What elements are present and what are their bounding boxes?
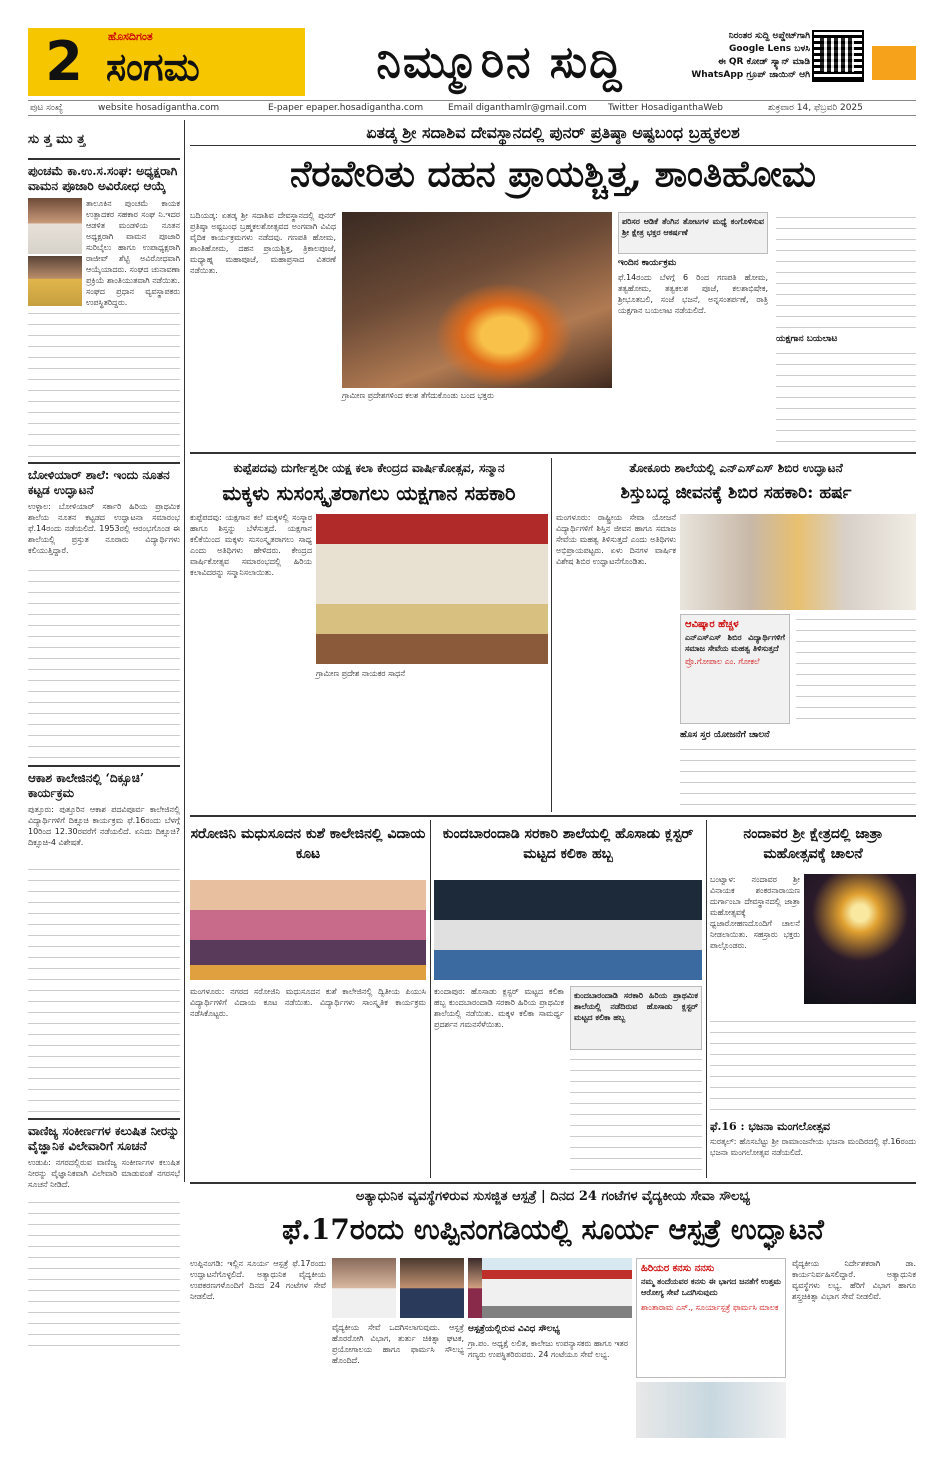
- qr-note-line: ಈ QR ಕೋಡ್ ಸ್ಕ್ಯಾನ್ ಮಾಡಿ: [717, 57, 810, 67]
- callout-text: ಕುಂದಬಾರಂದಾಡಿ ಸರಕಾರಿ ಹಿರಿಯ ಪ್ರಾಥಮಿಕ ಶಾಲೆಯಲ್ಲಿ ನಡೆದಿರುವ ಹೊಸಾಡು ಕ್ಲಸ್ಟರ್ ಮಟ್ಟದ ಕಲಿಕಾ ಹಬ್ಬ: [574, 991, 698, 1022]
- qr-code[interactable]: [812, 30, 864, 82]
- lead-callout: [618, 212, 768, 254]
- lead-body-right-cont: [776, 348, 916, 446]
- portrait-photo: [332, 1258, 396, 1318]
- page-label: ಪುಟ ಸಂಖ್ಯೆ: [30, 103, 63, 113]
- story-body-3: ಗ್ರಾ.ಪಂ. ಅಧ್ಯಕ್ಷೆ ಲಲಿತ, ಕಾಲೇಜು ಉಪನ್ಯಾಸಕರು ಹಾಗೂ ಇತರ ಗಣ್ಯರು ಉಪಸ್ಥಿತರಿರುವರು. 24 ಗಂಟೆಯೂ ಸೇವೆ ಲಭ್ಯ.: [468, 1339, 628, 1359]
- qr-note-line: Google Lens ಬಳಸಿ: [728, 44, 810, 54]
- story-body: ಉಡುಪಿ: ನಗರದಲ್ಲಿರುವ ವಾಣಿಜ್ಯ ಸಂಕೀರ್ಣಗಳ ಕಲುಷಿತ ನೀರನ್ನು ವೈಜ್ಞಾನಿಕವಾಗಿ ವಿಲೇವಾರಿ ಮಾಡುವಂತೆ ನಗರಸಭೆ ಸೂಚನೆ ನೀಡಿದೆ.: [28, 1158, 180, 1189]
- lead-subhead-2: ಯಕ್ಷಗಾನ ಬಯಲಾಟ: [776, 334, 838, 344]
- story-headline: ಕುಂದಬಾರಂದಾಡಿ ಸರಕಾರಿ ಶಾಲೆಯಲ್ಲಿ ಹೊಸಾಡು ಕ್ಲಸ್ಟರ್ ಮಟ್ಟದ ಕಲಿಕಾ ಹಬ್ಬ: [442, 826, 694, 862]
- hospital-photo: [482, 1258, 632, 1318]
- callout-title: ಆವಿಷ್ಕಾರ ಹೆಚ್ಚಳ: [685, 619, 739, 630]
- divider: [28, 462, 180, 464]
- section-divider: [190, 815, 916, 817]
- callout-name: ಪ್ರೊ.ಗೋಪಾಲ ಎಂ. ಗೋಕಲೆ: [685, 657, 760, 666]
- story-hospital: [190, 1186, 916, 1440]
- story-body: ಮಂಗಳೂರು: ರಾಷ್ಟ್ರೀಯ ಸೇವಾ ಯೋಜನೆ ವಿದ್ಯಾರ್ಥಿಗಳಿಗೆ ಶಿಸ್ತಿನ ಜೀವನ ಹಾಗೂ ಸಮಾಜ ಸೇವೆಯ ಮಹತ್ವ ತಿಳಿಸುತ್ತದೆ ಎಂದು ಅತಿಥಿಗಳು ಅಭಿಪ್ರಾಯಪಟ್ಟರು. ಏಳು ದಿನಗಳ ವಾರ್ಷಿಕ ವಿಶೇಷ ಶಿಬಿರ ಉದ್ಘಾಟನೆಗೊಂಡಿತು.: [556, 513, 676, 566]
- website-link[interactable]: website hosadigantha.com: [98, 103, 220, 113]
- qr-note-line: WhatsApp ಗ್ರೂಪ್ ಜಾಯಿನ್ ಆಗಿ: [691, 70, 810, 80]
- section-title: ನಿಮ್ಮೂರಿನ ಸುದ್ದಿ: [315, 30, 685, 96]
- lead-body-right: [776, 212, 916, 332]
- story-body: ತಾಲೂಕಿನ ಪುಂಚಮೆ ಕಾಯಕ ಉತ್ಪಾದಕರ ಸಹಕಾರ ಸಂಘ ನಿ.ಇದರ ಆಡಳಿತ ಮಂಡಳಿಯ ನೂತನ ಅಧ್ಯಕ್ಷರಾಗಿ ವಾಮನ ಪೂಜಾರಿ ಸುರಿಬೈಲು ಹಾಗೂ ಉಪಾಧ್ಯಕ್ಷರಾಗಿ ರಾಜೀವ್ ಶೆಟ್ಟಿ ಅವಿರೋಧವಾಗಿ ಆಯ್ಕೆಯಾದರು. ಸಂಘದ ಚುನಾವಣಾ ಪ್ರಕ್ರಿಯೆ ಶಾಂತಿಯುತವಾಗಿ ನಡೆಯಿತು. ಸಂಘದ ಪ್ರಧಾನ ವ್ಯವಸ್ಥಾಪಕರು ಉಪಸ್ಥಿತರಿದ್ದರು.: [86, 199, 180, 307]
- story-headline: ಆಕಾಶ ಕಾಲೇಜಿನಲ್ಲಿ ‘ದಿಕ್ಸೂಚಿ’ ಕಾರ್ಯಕ್ರಮ: [28, 771, 145, 800]
- interior-photo: [636, 1382, 786, 1438]
- story-photo: [434, 880, 702, 980]
- story-callout: [680, 614, 790, 724]
- story-kicker: ಕುಪ್ಪೆಪದವು ದುರ್ಗೇಶ್ವರೀ ಯಕ್ಷ ಕಲಾ ಕೇಂದ್ರದ ವಾರ್ಷಿಕೋತ್ಸವ, ಸನ್ಮಾನ: [233, 461, 505, 475]
- lead-kicker: ಏತಡ್ಕ ಶ್ರೀ ಸದಾಶಿವ ದೇವಸ್ಥಾನದಲ್ಲಿ ಪುನರ್ ಪ್ರತಿಷ್ಠಾ ಅಷ್ಟಬಂಧ ಬ್ರಹ್ಮಕಲಶ: [190, 120, 916, 146]
- callout-text: ಎನ್ಎಸ್ಎಸ್ ಶಿಬಿರ ವಿದ್ಯಾರ್ಥಿಗಳಿಗೆ ಸಮಾಜ ಸೇವೆಯ ಮಹತ್ವ ತಿಳಿಸುತ್ತದೆ: [685, 633, 785, 653]
- lead-body-mid: ಫೆ.14ರಂದು ಬೆಳಗ್ಗೆ 6 ರಿಂದ ಗಣಪತಿ ಹೋಮ, ತತ್ವಹೋಮ, ತತ್ವಕಲಶ ಪೂಜೆ, ಕಲಶಾಭಿಷೇಕ, ಶ್ರೀಭೂತಬಲಿ, ಸಂಜೆ ಭಜನೆ, ಅನ್ನಸಂತರ್ಪಣೆ, ರಾತ್ರಿ ಯಕ್ಷಗಾನ ಬಯಲಾಟ ನಡೆಯಲಿದೆ.: [618, 273, 768, 315]
- story-body-cont: [680, 744, 916, 808]
- brand-top: ಹೊಸದಿಗಂತ: [108, 30, 153, 43]
- story-headline: ಪುಂಚಮೆ ಕಾ.ಉ.ಸ.ಸಂಘ: ಅಧ್ಯಕ್ಷರಾಗಿ ವಾಮನ ಪೂಜಾರಿ ಅವಿರೋಧ ಆಯ್ಕೆ: [28, 164, 178, 193]
- email-link[interactable]: Email diganthamlr@gmail.com: [448, 103, 587, 113]
- column-rule: [551, 458, 552, 812]
- story-subhead: ಆಸ್ಪತ್ರೆಯಲ್ಲಿರುವ ವಿವಿಧ ಸೌಲಭ್ಯ: [468, 1324, 560, 1334]
- story-callout: [636, 1258, 786, 1378]
- lead-body-left: ಬದಿಯಡ್ಕ: ಏತಡ್ಕ ಶ್ರೀ ಸದಾಶಿವ ದೇವಸ್ಥಾನದಲ್ಲಿ ಪುನರ್ ಪ್ರತಿಷ್ಠಾ ಅಷ್ಟಬಂಧ ಬ್ರಹ್ಮಕಲಶೋತ್ಸವದ ಅಂಗವಾಗಿ ವಿವಿಧ ವೈದಿಕ ಕಾರ್ಯಕ್ರಮಗಳು ನಡೆದವು. ಗಣಪತಿ ಹೋಮ, ಶಾಂತಿಹೋಮ, ದಹನ ಪ್ರಾಯಶ್ಚಿತ್ತ, ತ್ರಿಕಾಲಪೂಜೆ, ಮಧ್ಯಾಹ್ನ ಮಹಾಪೂಜೆ, ಮಹಾಪ್ರಸಾದ ವಿತರಣೆ ನಡೆಯಿತು.: [190, 211, 336, 275]
- story-headline: ಬೋಳಿಯಾರ್ ಶಾಲೆ: ಇಂದು ನೂತನ ಕಟ್ಟಡ ಉದ್ಘಾಟನೆ: [28, 468, 170, 497]
- story-body: ಉಪ್ಪಿನಂಗಡಿ: ಇಲ್ಲಿನ ಸೂರ್ಯ ಆಸ್ಪತ್ರೆ ಫೆ.17ರಂದು ಉದ್ಘಾಟನೆಗೊಳ್ಳಲಿದೆ. ಅತ್ಯಾಧುನಿಕ ವೈದ್ಯಕೀಯ ಉಪಕರಣಗಳೊಂದಿಗೆ ದಿನದ 24 ಗಂಟೆಗಳ ಸೇವೆ ನೀಡಲಿದೆ.: [190, 1259, 326, 1301]
- brand-name: ಸಂಗಮ: [106, 44, 200, 89]
- lead-callout-text: ಪರಿಸರ ಆಡಿಕೆ ತೆಂಗಿನ ತೋಟಗಳ ಮಧ್ಯೆ ಕಂಗೊಳಿಸುವ ಶ್ರೀ ಕ್ಷೇತ್ರ ಭಕ್ತರ ಆಕರ್ಷಣೆ: [622, 217, 764, 237]
- qr-note: [690, 30, 810, 82]
- twitter-link[interactable]: Twitter HosadiganthaWeb: [608, 103, 724, 113]
- story-body: ಬಂಟ್ವಾಳ: ನಂದಾವರ ಶ್ರೀ ವಿನಾಯಕ ಶಂಕರನಾರಾಯಣ ದುರ್ಗಾಂಬಾ ದೇವಸ್ಥಾನದಲ್ಲಿ ಜಾತ್ರಾ ಮಹೋತ್ಸವಕ್ಕೆ ಧ್ವಜಾರೋಹಣದೊಂದಿಗೆ ಚಾಲನೆ ನೀಡಲಾಯಿತು. ಸಹಸ್ರಾರು ಭಕ್ತರು ಪಾಲ್ಗೊಂಡರು.: [710, 875, 800, 950]
- story-kicker: ತೋಕೂರು ಶಾಲೆಯಲ್ಲಿ ಎನ್ಎಸ್ಎಸ್ ಶಿಬಿರ ಉದ್ಘಾಟನೆ: [629, 461, 843, 475]
- column-label: ಸು ತ್ತ ಮು ತ್ತ: [28, 120, 180, 160]
- story-body: ಉಳ್ಳಾಲ: ಬೋಳಿಯಾರ್ ಸರ್ಕಾರಿ ಹಿರಿಯ ಪ್ರಾಥಮಿಕ ಶಾಲೆಯ ನೂತನ ಕಟ್ಟಡದ ಉದ್ಘಾಟನಾ ಸಮಾರಂಭ ಫೆ.14ರಂದು ನಡೆಯಲಿದೆ. 1953ರಲ್ಲಿ ಆರಂಭಗೊಂಡ ಈ ಶಾಲೆಯಲ್ಲಿ ಪ್ರಸ್ತುತ ನೂರಾರು ವಿದ್ಯಾರ್ಥಿಗಳು ಕಲಿಯುತ್ತಿದ್ದಾರೆ.: [28, 502, 180, 555]
- story-headline: ಶಿಸ್ತುಬದ್ಧ ಜೀವನಕ್ಕೆ ಶಿಬಿರ ಸಹಕಾರಿ: ಹರ್ಷ: [620, 483, 852, 503]
- story-photo: [804, 874, 916, 1004]
- story-yakshagana: [190, 458, 548, 812]
- story-headline: ವಾಣಿಜ್ಯ ಸಂಕೀರ್ಣಗಳ ಕಲುಷಿತ ನೀರನ್ನು ವೈಜ್ಞಾನಿಕ ವಿಲೇವಾರಿಗೆ ಸೂಚನೆ: [28, 1124, 180, 1153]
- story-fair: [710, 820, 916, 1178]
- column-rule: [184, 120, 185, 1182]
- story-body: ಕುಪ್ಪೆಪದವು: ಯಕ್ಷಗಾನ ಕಲೆ ಮಕ್ಕಳಲ್ಲಿ ಸಂಸ್ಕಾರ ಹಾಗೂ ಶಿಸ್ತನ್ನು ಬೆಳೆಸುತ್ತದೆ. ಯಕ್ಷಗಾನ ಕಲಿಕೆಯಿಂದ ಮಕ್ಕಳು ಸುಸಂಸ್ಕೃತರಾಗಲು ಸಾಧ್ಯ ಎಂದು ಅತಿಥಿಗಳು ಹೇಳಿದರು. ಕೇಂದ್ರದ ವಾರ್ಷಿಕೋತ್ಸವ ಸಮಾರಂಭದಲ್ಲಿ ಹಿರಿಯ ಕಲಾವಿದರನ್ನು ಸನ್ಮಾನಿಸಲಾಯಿತು.: [190, 513, 312, 577]
- column-rule: [430, 820, 431, 1178]
- brand-logo: [100, 28, 305, 96]
- story-photo: [316, 514, 548, 664]
- lead-headline: ನೆರವೇರಿತು ದಹನ ಪ್ರಾಯಶ್ಚಿತ್ತ, ಶಾಂತಿಹೋಮ: [289, 153, 817, 195]
- story-body-cont: [570, 1054, 702, 1174]
- portraits: [28, 198, 180, 306]
- story-kicker: ಅತ್ಯಾಧುನಿಕ ವ್ಯವಸ್ಥೆಗಳಿರುವ ಸುಸಜ್ಜಿತ ಆಸ್ಪತ್ರೆ | ದಿನದ 24 ಗಂಟೆಗಳ ವೈದ್ಯಕೀಯ ಸೇವಾ ಸೌಲಭ್ಯ: [355, 1189, 751, 1204]
- story-body-2: ವೈದ್ಯಕೀಯ ಸೇವೆ ಒದಗಿಸಲಾಗುವುದು. ಆಸ್ಪತ್ರೆ ಹೊರರೋಗಿ ವಿಭಾಗ, ತುರ್ತು ಚಿಕಿತ್ಸಾ ಘಟಕ, ಪ್ರಯೋಗಾಲಯ ಹಾಗೂ ಫಾರ್ಮಸಿ ಸೌಲಭ್ಯ ಹೊಂದಿದೆ.: [332, 1323, 464, 1365]
- story-subhead: ಫೆ.16 : ಭಜನಾ ಮಂಗಲೋತ್ಸವ: [710, 1120, 831, 1133]
- story-learning-fest: [434, 820, 702, 1178]
- callout-name: ಶಾಂತಾರಾಮ ಎಸ್., ಸೂರ್ಯಾಸ್ಪತ್ರೆ ಫಾರ್ಮಸಿ ಮಾಲಕ: [641, 1303, 779, 1312]
- epaper-link[interactable]: E-paper epaper.hosadigantha.com: [268, 103, 424, 113]
- story-headline: ಫೆ.17ರಂದು ಉಪ್ಪಿನಂಗಡಿಯಲ್ಲಿ ಸೂರ್ಯ ಆಸ್ಪತ್ರೆ ಉದ್ಘಾಟನೆ: [282, 1213, 824, 1246]
- lead-photo: [342, 212, 612, 388]
- callout-text: ನಮ್ಮ ತಂದೆಯವರ ಕನಸು ಈ ಭಾಗದ ಜನತೆಗೆ ಉತ್ತಮ ಆರೋಗ್ಯ ಸೇವೆ ಒದಗಿಸುವುದು: [641, 1277, 781, 1297]
- story-subhead: ಹೊಸ ಸ್ತರ ಯೋಜನೆಗೆ ಚಾಲನೆ: [680, 730, 770, 740]
- divider: [28, 1118, 180, 1120]
- masthead: [0, 0, 945, 103]
- portrait-photo: [28, 256, 82, 306]
- info-strip: [28, 100, 916, 116]
- story-headline: ಮಕ್ಕಳು ಸುಸಂಸ್ಕೃತರಾಗಲು ಯಕ್ಷಗಾನ ಸಹಕಾರಿ: [222, 481, 516, 505]
- section-divider: [190, 452, 916, 454]
- story-headline: ನಂದಾವರ ಶ್ರೀ ಕ್ಷೇತ್ರದಲ್ಲಿ ಜಾತ್ರಾ ಮಹೋತ್ಸವಕ್ಕೆ ಚಾಲನೆ: [743, 826, 883, 862]
- divider: [28, 765, 180, 767]
- lead-story: [190, 120, 916, 450]
- story-body-cont: [28, 565, 180, 761]
- story-photo: [190, 880, 426, 980]
- lead-subhead: ಇಂದಿನ ಕಾರ್ಯಕ್ರಮ: [618, 258, 677, 268]
- story-subtext: ಸುರತ್ಕಲ್: ಹೊಸಬೆಟ್ಟು ಶ್ರೀ ರಾಮಾಂಜನೇಯ ಭಜನಾ ಮಂದಿರದಲ್ಲಿ ಫೆ.16ರಂದು ಭಜನಾ ಮಂಗಲೋತ್ಸವ ನಡೆಯಲಿದೆ.: [710, 1137, 916, 1157]
- issue-date: ಶುಕ್ರವಾರ 14, ಫೆಬ್ರವರಿ 2025: [768, 103, 863, 113]
- story-body: ಪುತ್ತೂರು: ಪುತ್ತೂರಿನ ಆಕಾಶ ಪದವಿಪೂರ್ವ ಕಾಲೇಜಿನಲ್ಲಿ ವಿದ್ಯಾರ್ಥಿಗಳಿಗೆ ದಿಕ್ಸೂಚಿ ಕಾರ್ಯಕ್ರಮ ಫೆ.16ರಂದು ಬೆಳಗ್ಗೆ 10ರಿಂದ 12.30ರವರೆಗೆ ನಡೆಯಲಿದೆ. ಏನಿದು ದಿಕ್ಸೂಚಿ? ದಿಕ್ಸೂಚಿ-4 ವಿಶೇಷತೆ.: [28, 805, 180, 847]
- story-body: ಮಂಗಳೂರು: ನಗರದ ಸರೋಜಿನಿ ಮಧುಸೂದನ ಕುಶೆ ಕಾಲೇಜಿನಲ್ಲಿ ದ್ವಿತೀಯ ಪಿಯುಸಿ ವಿದ್ಯಾರ್ಥಿಗಳಿಗೆ ವಿದಾಯ ಕೂಟ ನಡೆಯಿತು. ವಿದ್ಯಾರ್ಥಿಗಳು ಸಾಂಸ್ಕೃತಿಕ ಕಾರ್ಯಕ್ರಮ ನಡೆಸಿಕೊಟ್ಟರು.: [190, 987, 426, 1018]
- story-body-4: ವೈದ್ಯಕೀಯ ನಿರ್ದೇಶಕರಾಗಿ ಡಾ. ಕಾರ್ಯನಿರ್ವಹಿಸಲಿದ್ದಾರೆ. ಅತ್ಯಾಧುನಿಕ ವ್ಯವಸ್ಥೆಗಳು ಲಭ್ಯ. ಹೆರಿಗೆ ವಿಭಾಗ ಹಾಗೂ ಶಸ್ತ್ರಚಿಕಿತ್ಸಾ ವಿಭಾಗ ಸೇವೆ ನೀಡಲಿವೆ.: [792, 1259, 916, 1301]
- page-number: 2: [28, 28, 100, 96]
- portrait-photo: [400, 1258, 464, 1318]
- story-photo: [680, 514, 916, 610]
- story-headline: ಸರೋಜಿನಿ ಮಧುಸೂದನ ಕುಶೆ ಕಾಲೇಜಿನಲ್ಲಿ ವಿದಾಯ ಕೂಟ: [190, 826, 426, 862]
- column-rule: [706, 820, 707, 1178]
- story-callout: [570, 986, 702, 1050]
- story-body-cont: [28, 308, 180, 458]
- story-body-cont: [710, 1016, 916, 1116]
- story-nss: [556, 458, 916, 812]
- story-body-cont: [796, 614, 916, 724]
- portrait-photo: [28, 198, 82, 254]
- lead-photo-caption: ಗ್ರಾಮೀಣ ಪ್ರದೇಶಗಳಿಂದ ಕಲಶ ತೆಗೆದುಕೊಂಡು ಬಂದ ಭಕ್ತರು: [342, 391, 494, 400]
- story-body-cont: [28, 864, 180, 1114]
- story-photo-caption: ಗ್ರಾಮೀಣ ಪ್ರದೇಶ ನಾಯಕರ ಸಾಧನೆ: [316, 669, 406, 678]
- callout-title: ಹಿರಿಯರ ಕನಸು ನನಸು: [641, 1263, 715, 1274]
- left-column: [28, 120, 180, 1440]
- decor-box: [872, 46, 916, 80]
- story-body-cont: [28, 1197, 180, 1347]
- section-divider: [190, 1182, 916, 1184]
- qr-note-line: ನಿರಂತರ ಸುದ್ದಿ ಅಪ್ಡೇಟ್‌ಗಾಗಿ: [728, 31, 810, 41]
- story-body: ಕುಂದಾಪುರ: ಹೊಸಾಡು ಕ್ಲಸ್ಟರ್ ಮಟ್ಟದ ಕಲಿಕಾ ಹಬ್ಬ ಕುಂದಬಾರಂದಾಡಿ ಸರಕಾರಿ ಹಿರಿಯ ಪ್ರಾಥಮಿಕ ಶಾಲೆಯಲ್ಲಿ ನಡೆಯಿತು. ಮಕ್ಕಳ ಕಲಿಕಾ ಸಾಮರ್ಥ್ಯ ಪ್ರದರ್ಶನ ಗಮನಸೆಳೆಯಿತು.: [434, 987, 564, 1029]
- story-farewell: [190, 820, 426, 1178]
